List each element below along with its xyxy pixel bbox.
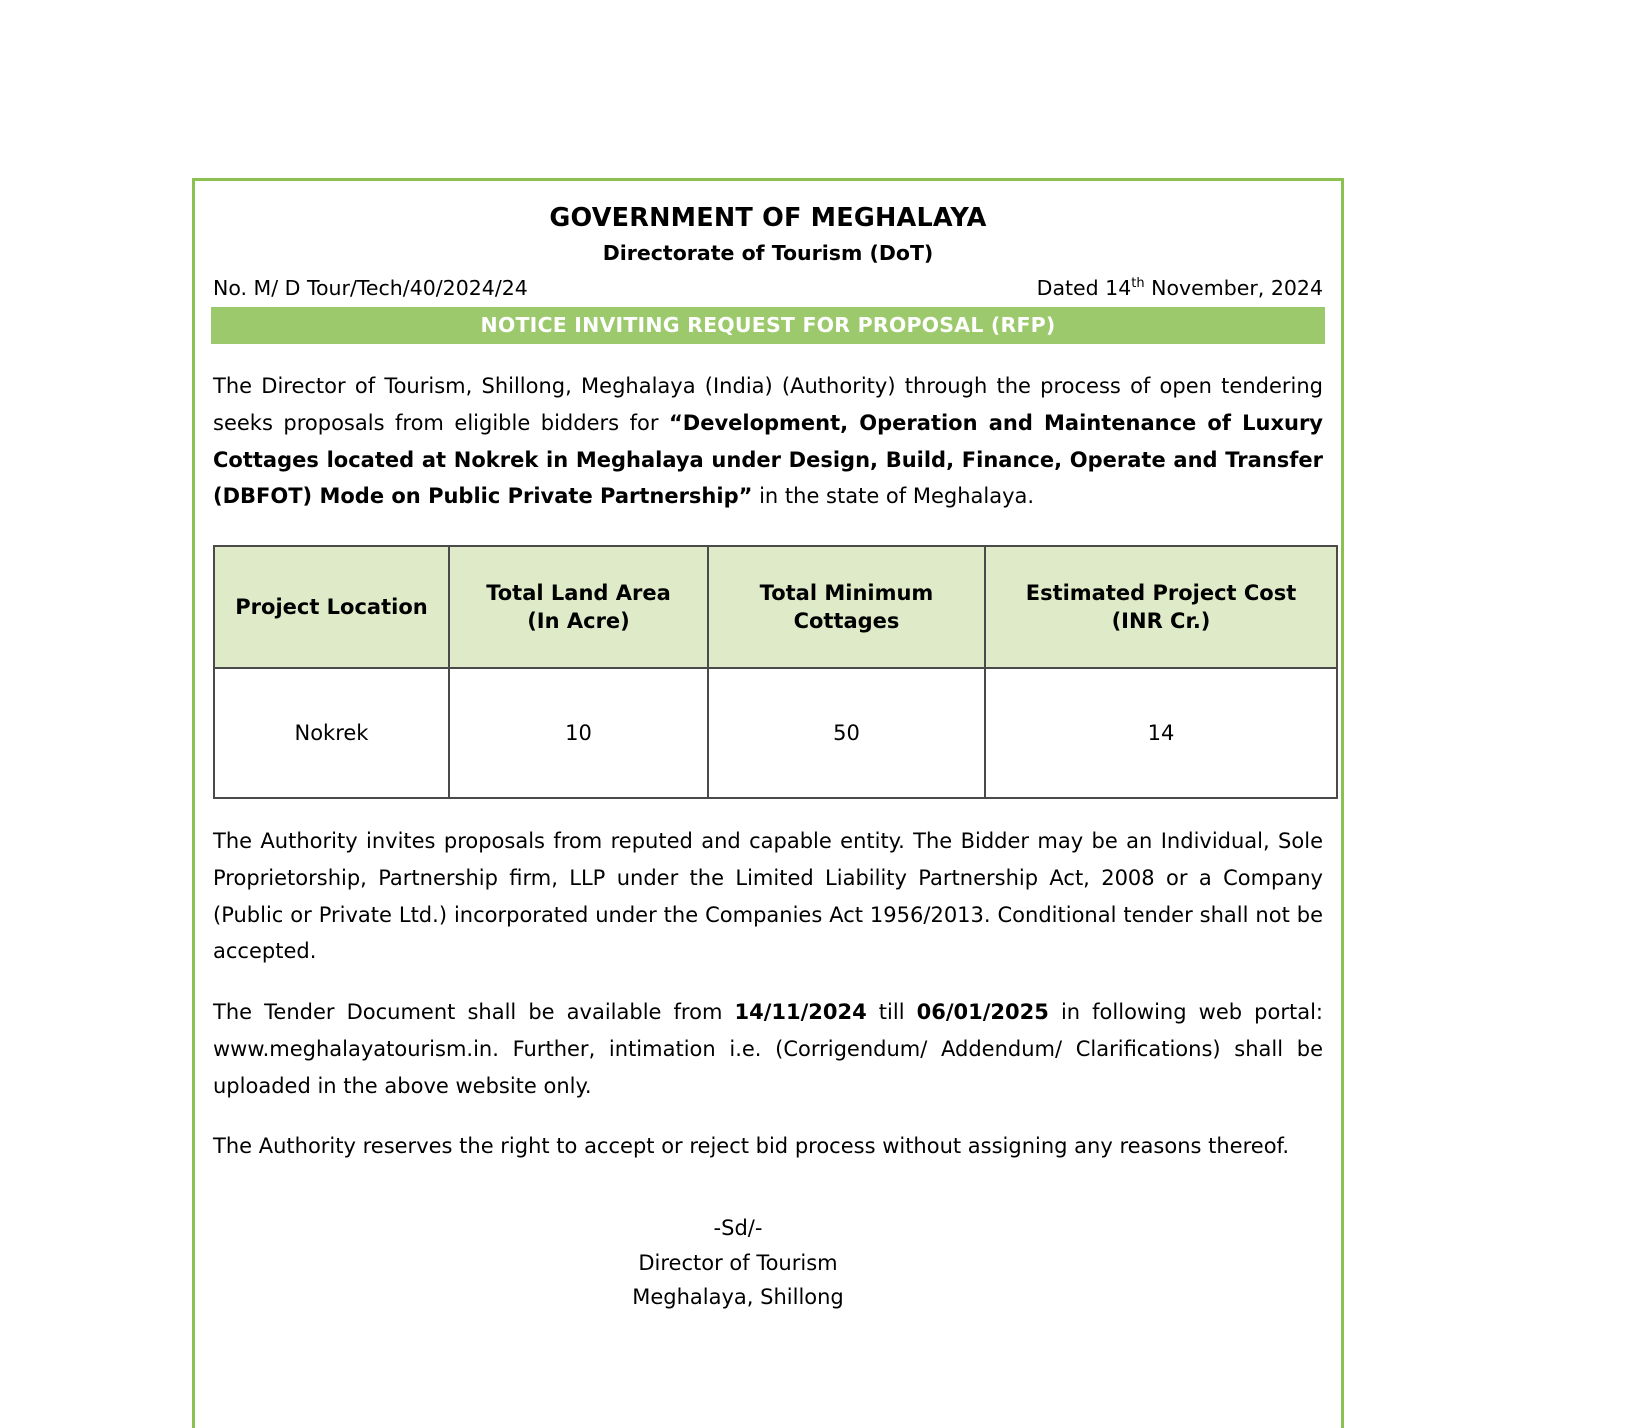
table-header-cell bbox=[214, 546, 449, 668]
header-line: (In Acre) bbox=[527, 609, 630, 633]
reference-number: No. M/ D Tour/Tech/40/2024/24 bbox=[213, 276, 528, 300]
table-header-cell bbox=[449, 546, 708, 668]
rights-paragraph: The Authority reserves the right to accept or reject bid process without assigning any reasons thereof. bbox=[213, 1134, 1290, 1159]
page-title: GOVERNMENT OF MEGHALAYA bbox=[549, 203, 987, 233]
table-cell-location: Nokrek bbox=[214, 668, 449, 798]
availability-from-date: 14/11/2024 bbox=[734, 1000, 867, 1024]
header-line: Total Minimum bbox=[759, 580, 934, 605]
header-line: Total Land Area bbox=[486, 580, 671, 605]
signature-designation: Director of Tourism bbox=[638, 1250, 838, 1275]
table-header-cell bbox=[985, 546, 1337, 668]
notice-date bbox=[1037, 276, 1323, 300]
intro-part2: in the state of Meghalaya. bbox=[752, 484, 1035, 509]
org-subtitle: Directorate of Tourism (DoT) bbox=[602, 241, 934, 265]
signature-location: Meghalaya, Shillong bbox=[632, 1285, 844, 1310]
date-suffix: November, 2024 bbox=[1144, 276, 1323, 300]
header-line: Estimated Project Cost bbox=[1025, 580, 1297, 605]
header-line: Cottages bbox=[793, 609, 900, 633]
header-line: Project Location bbox=[235, 594, 428, 619]
availability-till-date: 06/01/2025 bbox=[916, 1000, 1049, 1024]
table-cell-min-cottages: 50 bbox=[708, 668, 985, 798]
availability-paragraph bbox=[211, 994, 1325, 1104]
notice-banner: NOTICE INVITING REQUEST FOR PROPOSAL (RFP) bbox=[211, 307, 1325, 344]
table-row bbox=[214, 668, 1337, 798]
availability-part1: The Tender Document shall be available from bbox=[213, 1000, 735, 1024]
table-header-row bbox=[214, 546, 1337, 668]
eligibility-paragraph: The Authority invites proposals from reputed and capable entity. The Bidder may be an Individual, Sole Proprietorship, Partnership firm, LLP under the Limited Liability Partnership Act, 2008 or a Company (Public or Private Ltd.) incorporated under the Companies Act 1956/2013. Conditional tender shall not be accepted. bbox=[213, 829, 1323, 964]
table-cell-land-area: 10 bbox=[449, 668, 708, 798]
project-table bbox=[213, 545, 1338, 799]
intro-bold-title: “Development, Operation and Maintenance of Luxury Cottages located at Nokrek in Meghalaya under Design, Build, Finance, Operate and Transfer (DBFOT) Mode on Public Private Partnership” bbox=[213, 410, 1323, 509]
table-header-cell bbox=[708, 546, 985, 668]
signature-sd: -Sd/- bbox=[713, 1216, 763, 1240]
table-cell-project-cost: 14 bbox=[985, 668, 1337, 798]
date-superscript: th bbox=[1131, 276, 1145, 292]
notice-box bbox=[192, 178, 1344, 1428]
reference-line bbox=[211, 276, 1325, 300]
intro-part1: The Director of Tourism, Shillong, Meghalaya (India) (Authority) through the process of open tendering seeks proposals from eligible bidders for bbox=[213, 374, 1323, 435]
availability-part2: till bbox=[866, 1000, 917, 1024]
header-line: (INR Cr.) bbox=[1111, 609, 1211, 633]
signature-block bbox=[211, 1211, 1325, 1315]
date-prefix: Dated 14 bbox=[1036, 276, 1132, 300]
intro-paragraph bbox=[211, 368, 1325, 515]
availability-part3: in following web portal: www.meghalayatourism.in. Further, intimation i.e. (Corrigendum/ Addendum/ Clarifications) shall be uploaded in the above website only. bbox=[213, 1000, 1323, 1098]
